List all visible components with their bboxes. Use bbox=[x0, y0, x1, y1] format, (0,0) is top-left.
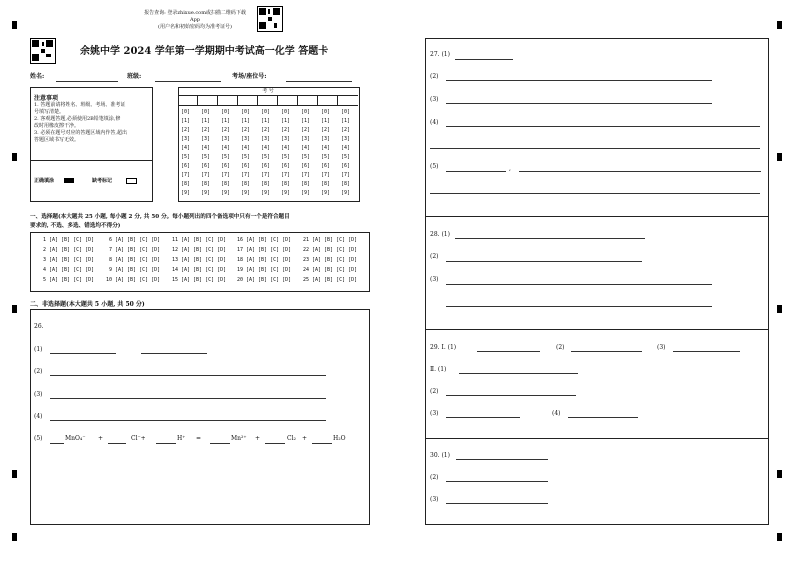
choice-options[interactable]: [A] [B] [C] [D] bbox=[246, 237, 292, 243]
page-title: 余姚中学 2024 学年第一学期期中考试高一化学 答题卡 bbox=[80, 46, 329, 57]
question-number: 2 bbox=[42, 247, 46, 253]
exam-number-bubble[interactable]: [2] bbox=[221, 127, 231, 133]
exam-number-bubble[interactable]: [5] bbox=[341, 154, 351, 160]
q27-part4-blank-b[interactable] bbox=[430, 148, 760, 149]
absent-mark-label: 缺考标记 bbox=[92, 178, 113, 184]
exam-number-bubble[interactable]: [1] bbox=[321, 118, 331, 124]
room-field[interactable] bbox=[286, 81, 352, 82]
exam-number-bubble[interactable]: [0] bbox=[261, 109, 271, 115]
exam-number-bubble[interactable]: [5] bbox=[301, 154, 311, 160]
notes-line: 号填写清楚。 bbox=[34, 109, 65, 115]
exam-number-bubble[interactable]: [5] bbox=[221, 154, 231, 160]
exam-number-bubble[interactable]: [7] bbox=[341, 172, 351, 178]
q26-part1-blank-b[interactable] bbox=[141, 353, 207, 354]
exam-number-bubble[interactable]: [9] bbox=[201, 190, 211, 196]
exam-number-bubble[interactable]: [2] bbox=[261, 127, 271, 133]
q29-i-part1-blank[interactable] bbox=[477, 351, 540, 352]
question-number: 12 bbox=[171, 247, 178, 253]
question-number: 24 bbox=[302, 267, 309, 273]
exam-number-header: 考 号 bbox=[178, 88, 358, 96]
exam-number-bubble[interactable]: [4] bbox=[181, 145, 191, 151]
exam-number-bubble[interactable]: [9] bbox=[281, 190, 291, 196]
exam-number-bubble[interactable]: [4] bbox=[321, 145, 331, 151]
exam-number-bubble[interactable]: [8] bbox=[241, 181, 251, 187]
student-qr-code bbox=[30, 38, 56, 64]
exam-number-bubble[interactable]: [0] bbox=[241, 109, 251, 115]
exam-number-bubble[interactable]: [8] bbox=[341, 181, 351, 187]
exam-number-bubble[interactable]: [4] bbox=[221, 145, 231, 151]
question-number: 11 bbox=[171, 237, 178, 243]
q29-i-part3-blank[interactable] bbox=[673, 351, 740, 352]
exam-number-bubble[interactable]: [3] bbox=[301, 136, 311, 142]
room-label: 考场/座位号: bbox=[232, 73, 267, 80]
q30-part1-label: 30. (1) bbox=[430, 452, 450, 459]
exam-number-bubble[interactable]: [3] bbox=[221, 136, 231, 142]
exam-number-bubble[interactable]: [6] bbox=[201, 163, 211, 169]
q27-part2-blank[interactable] bbox=[446, 80, 712, 81]
exam-number-bubble[interactable]: [5] bbox=[241, 154, 251, 160]
exam-number-bubble[interactable]: [4] bbox=[341, 145, 351, 151]
q29-i-part2-label: (2) bbox=[556, 344, 565, 351]
q27-part1-label: 27. (1) bbox=[430, 51, 450, 58]
q26-part2-blank[interactable] bbox=[50, 375, 326, 376]
exam-number-bubble[interactable]: [8] bbox=[321, 181, 331, 187]
choice-options[interactable]: [A] [B] [C] [D] bbox=[181, 257, 227, 263]
choice-options[interactable]: [A] [B] [C] [D] bbox=[115, 257, 161, 263]
choice-options[interactable]: [A] [B] [C] [D] bbox=[246, 257, 292, 263]
exam-number-bubble[interactable]: [7] bbox=[321, 172, 331, 178]
alignment-mark bbox=[12, 470, 17, 478]
q27-part5-blank-a[interactable] bbox=[446, 171, 506, 172]
choice-rows bbox=[30, 237, 368, 287]
exam-number-bubble[interactable]: [8] bbox=[301, 181, 311, 187]
exam-number-bubble[interactable]: [1] bbox=[341, 118, 351, 124]
choice-options[interactable]: [A] [B] [C] [D] bbox=[49, 237, 95, 243]
choice-options[interactable]: [A] [B] [C] [D] bbox=[312, 257, 358, 263]
absent-mark-box[interactable] bbox=[126, 178, 137, 184]
question-number: 4 bbox=[42, 267, 46, 273]
question-number: 21 bbox=[302, 237, 309, 243]
eq-plus-3: + bbox=[302, 435, 308, 442]
q27-part4-label: (4) bbox=[430, 119, 439, 126]
name-label: 姓名: bbox=[30, 73, 45, 80]
q29-divider bbox=[425, 438, 768, 439]
exam-number-bubble[interactable]: [7] bbox=[241, 172, 251, 178]
notes-text bbox=[34, 102, 149, 144]
eq-plus: + bbox=[98, 435, 104, 442]
exam-number-bubble[interactable]: [3] bbox=[281, 136, 291, 142]
exam-number-bubble[interactable]: [8] bbox=[261, 181, 271, 187]
eq-equals: = bbox=[196, 435, 202, 442]
alignment-mark bbox=[12, 533, 17, 541]
app-qr-code bbox=[257, 6, 283, 32]
q26-part3-blank[interactable] bbox=[50, 398, 326, 399]
choice-options[interactable]: [A] [B] [C] [D] bbox=[49, 277, 95, 283]
exam-number-bubble[interactable]: [2] bbox=[301, 127, 311, 133]
choice-options[interactable]: [A] [B] [C] [D] bbox=[115, 267, 161, 273]
section2-title: 二、非选择题(本大题共 5 小题, 共 50 分) bbox=[30, 301, 145, 308]
exam-number-bubble[interactable]: [3] bbox=[321, 136, 331, 142]
q27-comma: , bbox=[509, 165, 511, 172]
exam-number-bubble[interactable]: [7] bbox=[281, 172, 291, 178]
choice-options[interactable]: [A] [B] [C] [D] bbox=[181, 267, 227, 273]
question-number: 23 bbox=[302, 257, 309, 263]
alignment-mark bbox=[12, 305, 17, 313]
q26-part1-blank-a[interactable] bbox=[50, 353, 116, 354]
right-answer-box bbox=[425, 38, 769, 525]
q28-part3-blank-b[interactable] bbox=[446, 306, 712, 307]
exam-number-bubble[interactable]: [7] bbox=[261, 172, 271, 178]
correct-fill-sample bbox=[64, 178, 74, 183]
exam-number-bubble[interactable]: [2] bbox=[321, 127, 331, 133]
q27-part5-blank-c[interactable] bbox=[430, 193, 760, 194]
exam-number-bubble[interactable]: [9] bbox=[181, 190, 191, 196]
notes-line: 答题区域书写无效。 bbox=[34, 137, 80, 143]
exam-number-bubble[interactable]: [2] bbox=[181, 127, 191, 133]
correct-fill-label: 正确填涂 bbox=[34, 178, 55, 184]
exam-number-bubble[interactable]: [5] bbox=[201, 154, 211, 160]
question-number: 3 bbox=[42, 257, 46, 263]
question-number: 8 bbox=[108, 257, 112, 263]
exam-number-bubble[interactable]: [5] bbox=[261, 154, 271, 160]
choice-options[interactable]: [A] [B] [C] [D] bbox=[312, 277, 358, 283]
exam-number-bubble[interactable]: [6] bbox=[261, 163, 271, 169]
q29-ii-part3-label: (3) bbox=[430, 410, 439, 417]
exam-number-bubble[interactable]: [2] bbox=[241, 127, 251, 133]
question-number: 22 bbox=[302, 247, 309, 253]
exam-number-bubble[interactable]: [1] bbox=[261, 118, 271, 124]
q26-box bbox=[30, 309, 370, 525]
choice-options[interactable]: [A] [B] [C] [D] bbox=[49, 257, 95, 263]
notice-line-1: 报告查询: 登录zhixue.com或扫描二维码下载App bbox=[144, 10, 246, 23]
report-notice bbox=[140, 10, 250, 31]
exam-number-write-cell[interactable] bbox=[218, 96, 238, 106]
q30-part3-blank[interactable] bbox=[446, 503, 548, 504]
question-number: 9 bbox=[108, 267, 112, 273]
choice-options[interactable]: [A] [B] [C] [D] bbox=[115, 237, 161, 243]
exam-number-bubble[interactable]: [0] bbox=[181, 109, 191, 115]
exam-number-bubble[interactable]: [4] bbox=[241, 145, 251, 151]
q26-part4-label: (4) bbox=[34, 413, 43, 420]
q30-part2-blank[interactable] bbox=[446, 481, 548, 482]
exam-number-bubble[interactable]: [5] bbox=[181, 154, 191, 160]
q29-i-part3-label: (3) bbox=[657, 344, 666, 351]
q29-ii-part2-label: (2) bbox=[430, 388, 439, 395]
exam-number-bubble[interactable]: [2] bbox=[201, 127, 211, 133]
question-number: 15 bbox=[171, 277, 178, 283]
alignment-mark bbox=[777, 153, 782, 161]
question-number: 7 bbox=[108, 247, 112, 253]
question-number: 6 bbox=[108, 237, 112, 243]
exam-number-bubble[interactable]: [7] bbox=[201, 172, 211, 178]
question-number: 1 bbox=[42, 237, 46, 243]
q30-part2-label: (2) bbox=[430, 474, 439, 481]
exam-number-bubble[interactable]: [1] bbox=[241, 118, 251, 124]
exam-number-bubble[interactable]: [9] bbox=[261, 190, 271, 196]
exam-number-bubble[interactable]: [9] bbox=[241, 190, 251, 196]
exam-number-bubble[interactable]: [6] bbox=[341, 163, 351, 169]
q28-divider bbox=[425, 329, 768, 330]
exam-number-bubble[interactable]: [9] bbox=[321, 190, 331, 196]
exam-number-bubble[interactable]: [0] bbox=[201, 109, 211, 115]
exam-number-bubble[interactable]: [1] bbox=[301, 118, 311, 124]
exam-number-bubble[interactable]: [4] bbox=[301, 145, 311, 151]
q28-part1-blank[interactable] bbox=[455, 238, 645, 239]
exam-number-bubble[interactable]: [5] bbox=[321, 154, 331, 160]
q26-part4-blank[interactable] bbox=[50, 420, 326, 421]
alignment-mark bbox=[777, 305, 782, 313]
notice-line-2: (用户名和初始密码均为准考证号) bbox=[158, 24, 232, 30]
choice-options[interactable]: [A] [B] [C] [D] bbox=[49, 247, 95, 253]
exam-number-write-cell[interactable] bbox=[258, 96, 278, 106]
exam-number-bubble[interactable]: [1] bbox=[201, 118, 211, 124]
exam-number-bubble[interactable]: [7] bbox=[221, 172, 231, 178]
exam-number-bubble[interactable]: [2] bbox=[281, 127, 291, 133]
alignment-mark bbox=[777, 470, 782, 478]
question-number: 20 bbox=[236, 277, 243, 283]
eq-cl2: Cl₂ bbox=[287, 435, 296, 442]
choice-options[interactable]: [A] [B] [C] [D] bbox=[246, 267, 292, 273]
question-number: 18 bbox=[236, 257, 243, 263]
q26-part3-label: (3) bbox=[34, 391, 43, 398]
exam-number-bubble[interactable]: [1] bbox=[281, 118, 291, 124]
q26-part2-label: (2) bbox=[34, 368, 43, 375]
eq-h: H⁺ bbox=[177, 435, 186, 442]
q27-part5-label: (5) bbox=[430, 163, 439, 170]
q28-part2-label: (2) bbox=[430, 253, 439, 260]
exam-number-bubble[interactable]: [1] bbox=[181, 118, 191, 124]
q29-i-part2-blank[interactable] bbox=[571, 351, 642, 352]
eq-cl: Cl⁻+ bbox=[131, 435, 146, 442]
exam-number-bubble[interactable]: [9] bbox=[221, 190, 231, 196]
choice-options[interactable]: [A] [B] [C] [D] bbox=[49, 267, 95, 273]
eq-mn: Mn²⁺ bbox=[231, 435, 247, 442]
choice-options[interactable]: [A] [B] [C] [D] bbox=[246, 247, 292, 253]
q30-part1-blank[interactable] bbox=[456, 459, 548, 460]
q30-part3-label: (3) bbox=[430, 496, 439, 503]
question-number: 19 bbox=[236, 267, 243, 273]
exam-number-bubble[interactable]: [3] bbox=[181, 136, 191, 142]
question-number: 14 bbox=[171, 267, 178, 273]
q29-i-part1-label: 29. Ⅰ. (1) bbox=[430, 344, 457, 351]
exam-number-bubble[interactable]: [9] bbox=[341, 190, 351, 196]
name-field[interactable] bbox=[56, 81, 118, 82]
exam-number-bubble[interactable]: [4] bbox=[261, 145, 271, 151]
q29-ii-part1-label: Ⅱ. (1) bbox=[430, 366, 447, 373]
class-label: 班级: bbox=[127, 73, 142, 80]
choice-options[interactable]: [A] [B] [C] [D] bbox=[115, 277, 161, 283]
q28-part3-blank-a[interactable] bbox=[446, 284, 712, 285]
q26-coef-h2o[interactable] bbox=[312, 443, 332, 444]
notes-line: 1. 答题前请将姓名、班级、考场、准考证 bbox=[34, 102, 126, 108]
exam-number-bubble[interactable]: [7] bbox=[301, 172, 311, 178]
q28-part3-label: (3) bbox=[430, 276, 439, 283]
q26-coef-mn[interactable] bbox=[210, 443, 230, 444]
exam-number-bubble[interactable]: [8] bbox=[181, 181, 191, 187]
q27-part2-label: (2) bbox=[430, 73, 439, 80]
choice-options[interactable]: [A] [B] [C] [D] bbox=[181, 237, 227, 243]
choice-options[interactable]: [A] [B] [C] [D] bbox=[181, 277, 227, 283]
exam-number-write-cell[interactable] bbox=[178, 96, 198, 106]
choice-options[interactable]: [A] [B] [C] [D] bbox=[181, 247, 227, 253]
exam-number-write-cell[interactable] bbox=[198, 96, 218, 106]
exam-number-write-cell[interactable] bbox=[338, 96, 358, 106]
notes-line: 3. 必须在题号对应的答题区域内作答,超出 bbox=[34, 130, 127, 136]
eq-mno4: MnO₄⁻ bbox=[65, 435, 86, 442]
q29-ii-part4-label: (4) bbox=[552, 410, 561, 417]
alignment-mark bbox=[777, 533, 782, 541]
exam-number-bubble[interactable]: [2] bbox=[341, 127, 351, 133]
exam-number-bubble[interactable]: [4] bbox=[201, 145, 211, 151]
q26-coef-mno4[interactable] bbox=[50, 443, 64, 444]
q26-coef-cl2[interactable] bbox=[265, 443, 285, 444]
class-field[interactable] bbox=[155, 81, 221, 82]
exam-number-bubble[interactable]: [3] bbox=[261, 136, 271, 142]
choice-options[interactable]: [A] [B] [C] [D] bbox=[312, 247, 358, 253]
choice-options[interactable]: [A] [B] [C] [D] bbox=[312, 237, 358, 243]
exam-number-bubble[interactable]: [8] bbox=[281, 181, 291, 187]
notes-divider bbox=[30, 160, 152, 161]
question-number: 17 bbox=[236, 247, 243, 253]
exam-number-bubble[interactable]: [6] bbox=[221, 163, 231, 169]
q27-part3-blank[interactable] bbox=[446, 103, 712, 104]
exam-number-bubble[interactable]: [5] bbox=[281, 154, 291, 160]
exam-number-bubble[interactable]: [3] bbox=[201, 136, 211, 142]
exam-number-bubble[interactable]: [6] bbox=[241, 163, 251, 169]
exam-number-bubble[interactable]: [4] bbox=[281, 145, 291, 151]
exam-number-bubble[interactable]: [1] bbox=[221, 118, 231, 124]
q27-part5-blank-b[interactable] bbox=[519, 171, 761, 172]
exam-number-write-cell[interactable] bbox=[318, 96, 338, 106]
eq-plus-2: + bbox=[255, 435, 261, 442]
question-number: 16 bbox=[236, 237, 243, 243]
exam-number-write-cell[interactable] bbox=[298, 96, 318, 106]
q26-part1-label: (1) bbox=[34, 346, 43, 353]
exam-number-bubble[interactable]: [6] bbox=[181, 163, 191, 169]
question-number: 13 bbox=[171, 257, 178, 263]
q26-coef-cl[interactable] bbox=[108, 443, 126, 444]
exam-number-bubble[interactable]: [3] bbox=[341, 136, 351, 142]
question-number: 10 bbox=[105, 277, 112, 283]
section1-title: 一、选择题(本大题共 25 小题, 每小题 2 分, 共 50 分。每小题列出的四个备选项中只有一个是符合题目 bbox=[30, 214, 290, 220]
exam-number-bubble[interactable]: [0] bbox=[221, 109, 231, 115]
exam-number-bubble[interactable]: [3] bbox=[241, 136, 251, 142]
exam-number-bubble[interactable]: [6] bbox=[301, 163, 311, 169]
q26-number: 26. bbox=[34, 323, 44, 330]
q28-part2-blank[interactable] bbox=[446, 261, 642, 262]
q29-ii-part3-blank[interactable] bbox=[446, 417, 520, 418]
exam-number-write-cell[interactable] bbox=[278, 96, 298, 106]
q27-part1-blank[interactable] bbox=[455, 59, 513, 60]
question-number: 25 bbox=[302, 277, 309, 283]
eq-h2o: H₂O bbox=[333, 435, 346, 442]
q29-ii-part4-blank[interactable] bbox=[568, 417, 638, 418]
exam-number-bubble[interactable]: [0] bbox=[301, 109, 311, 115]
q26-coef-h[interactable] bbox=[156, 443, 176, 444]
q29-ii-part2-blank[interactable] bbox=[446, 395, 576, 396]
question-number: 5 bbox=[42, 277, 46, 283]
exam-number-bubble[interactable]: [0] bbox=[341, 109, 351, 115]
exam-number-columns bbox=[178, 96, 358, 200]
alignment-mark bbox=[12, 21, 17, 29]
exam-number-bubble[interactable]: [0] bbox=[321, 109, 331, 115]
alignment-mark bbox=[12, 153, 17, 161]
exam-number-bubble[interactable]: [7] bbox=[181, 172, 191, 178]
notes-line: 改时用橡皮擦干净。 bbox=[34, 123, 80, 129]
choice-options[interactable]: [A] [B] [C] [D] bbox=[312, 267, 358, 273]
section1-title-cont: 要求的, 不选、多选、错选均不得分) bbox=[30, 223, 121, 229]
exam-number-bubble[interactable]: [6] bbox=[281, 163, 291, 169]
exam-number-write-cell[interactable] bbox=[238, 96, 258, 106]
q29-ii-part1-blank[interactable] bbox=[459, 373, 578, 374]
alignment-mark bbox=[777, 21, 782, 29]
choice-options[interactable]: [A] [B] [C] [D] bbox=[115, 247, 161, 253]
q26-part5-label: (5) bbox=[34, 435, 43, 442]
exam-number-bubble[interactable]: [0] bbox=[281, 109, 291, 115]
q27-divider bbox=[425, 216, 768, 217]
exam-number-bubble[interactable]: [8] bbox=[201, 181, 211, 187]
exam-number-bubble[interactable]: [9] bbox=[301, 190, 311, 196]
notes-line: 2. 客观题答题,必须使用2B铅笔填涂,修 bbox=[34, 116, 121, 122]
notes-title: 注意事项 bbox=[34, 95, 59, 102]
q27-part4-blank-a[interactable] bbox=[446, 126, 760, 127]
q28-part1-label: 28. (1) bbox=[430, 231, 450, 238]
exam-number-bubble[interactable]: [8] bbox=[221, 181, 231, 187]
choice-options[interactable]: [A] [B] [C] [D] bbox=[246, 277, 292, 283]
q27-part3-label: (3) bbox=[430, 96, 439, 103]
exam-number-bubble[interactable]: [6] bbox=[321, 163, 331, 169]
